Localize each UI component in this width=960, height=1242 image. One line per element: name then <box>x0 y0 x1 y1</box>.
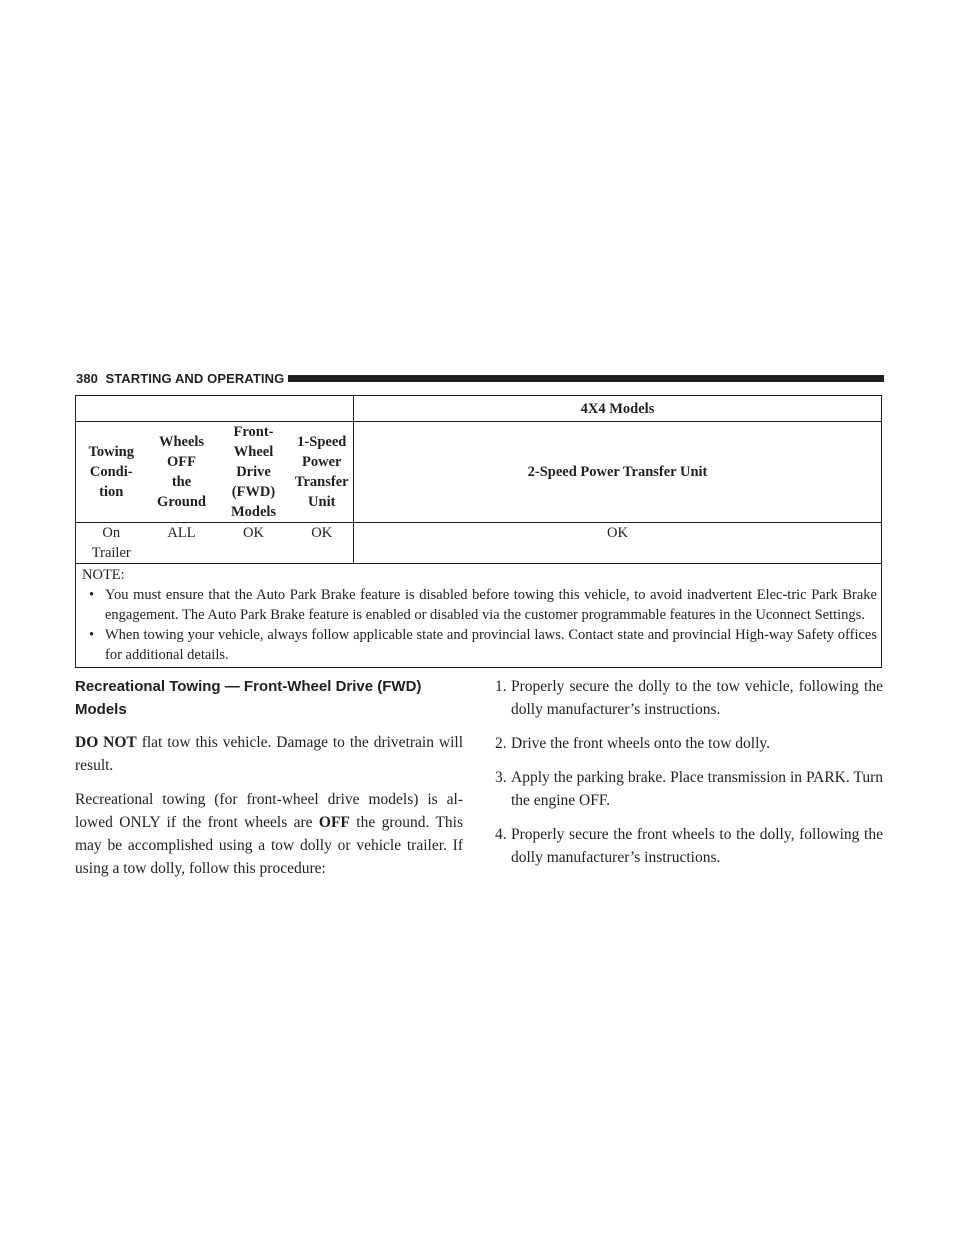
table-cell: OK <box>217 523 291 564</box>
note-item: • You must ensure that the Auto Park Brake feature is disabled before towing this vehicle, to avoid inadvertent Elec-tric Park Brake engagement. The Auto Park Brake feature is enabled or disabled via the customer programmable features in the Uconnect Settings. <box>82 585 877 625</box>
page-number: 380 <box>76 371 98 386</box>
column-header-1-speed: 1-Speed Power Transfer Unit <box>291 422 354 523</box>
list-item: 3. Apply the parking brake. Place transmission in PARK. Turn the engine OFF. <box>495 769 883 809</box>
note-item: • When towing your vehicle, always follow applicable state and provincial laws. Contact state and provincial High-way Safety offices for additional details. <box>82 625 877 665</box>
list-item: 4. Properly secure the front wheels to the dolly, following the dolly manufacturer’s instructions. <box>495 826 883 866</box>
note-label: NOTE: <box>82 567 125 583</box>
list-item: 2. Drive the front wheels onto the tow dolly. <box>495 735 770 752</box>
do-not-emphasis: DO NOT <box>75 734 137 751</box>
column-header-towing-condition: Towing Condi- tion <box>76 422 147 523</box>
table-note <box>76 564 882 668</box>
header-rule <box>288 375 884 382</box>
section-title: STARTING AND OPERATING <box>105 371 285 386</box>
off-emphasis: OFF <box>318 814 350 831</box>
table-cell: OK <box>354 523 882 564</box>
left-column <box>75 675 463 891</box>
table-row <box>76 523 882 564</box>
table-cell: OK <box>291 523 354 564</box>
procedure-steps <box>495 675 883 869</box>
note-list <box>82 585 877 665</box>
column-header-2-speed: 2-Speed Power Transfer Unit <box>354 422 882 523</box>
section-heading: Recreational Towing — Front-Wheel Drive (FWD) Models <box>75 678 422 718</box>
table-cell: ALL <box>147 523 217 564</box>
table-blank-header <box>76 396 354 422</box>
list-item: 1. Properly secure the dolly to the tow vehicle, following the dolly manufacturer’s instructions. <box>495 678 883 718</box>
towing-table <box>75 395 882 668</box>
column-header-fwd-models: Front- Wheel Drive (FWD) Models <box>217 422 291 523</box>
page-header <box>76 371 884 387</box>
warning-paragraph: DO NOT flat tow this vehicle. Damage to the drivetrain will result. <box>75 734 463 774</box>
column-header-wheels-off: Wheels OFF the Ground <box>147 422 217 523</box>
table-group-header: 4X4 Models <box>354 396 882 422</box>
page-header-text <box>76 371 284 387</box>
table-cell: On Trailer <box>76 523 147 564</box>
procedure-intro: Recreational towing (for front-wheel drive models) is al-lowed ONLY if the front wheels are OFF the ground. This may be accomplished using a tow dolly or vehicle trailer. If using a tow dolly, follow this procedure: <box>75 791 463 877</box>
right-column <box>495 675 883 880</box>
